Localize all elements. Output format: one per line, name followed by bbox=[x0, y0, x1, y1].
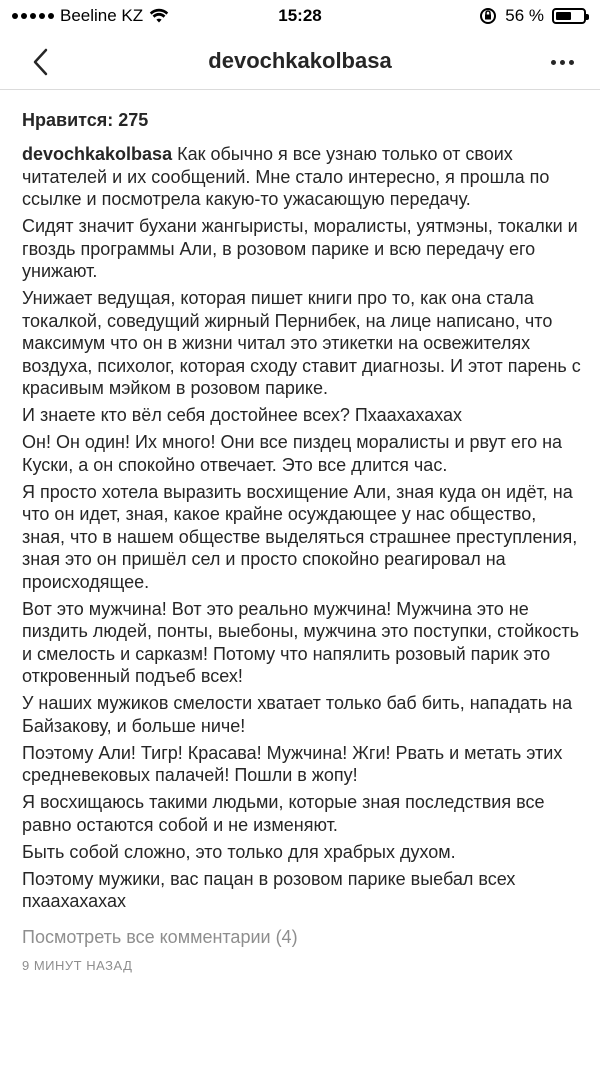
caption-paragraph: Я просто хотела выразить восхищение Али, зная куда он идёт, на что он идет, зная, какое крайне осуждающее у нас общество, зная, что в нашем обществе выделяться страшнее преступления, зная это он пришёл сел и просто спокойно реагировал на происходящее. bbox=[22, 481, 578, 592]
caption-username[interactable]: devochkakolbasa bbox=[22, 144, 173, 164]
caption-paragraph: Вот это мужчина! Вот это реально мужчина! Мужчина это не пиздить людей, понты, выебоны, мужчина это поступки, стойкость и смелость и сарказм! Потому что напялить розовый парик это откровенный подъеб всех! bbox=[22, 598, 579, 686]
nav-bar bbox=[0, 34, 600, 90]
status-right bbox=[479, 6, 586, 26]
post-timestamp: 9 МИНУТ НАЗАД bbox=[22, 957, 133, 973]
battery-icon bbox=[552, 8, 586, 24]
post-caption bbox=[22, 143, 584, 913]
caption-paragraph: Поэтому Али! Тигр! Красава! Мужчина! Жги! Рвать и метать этих средневековых палачей! Пошли в жопу! bbox=[22, 742, 563, 785]
caption-paragraph: Сидят значит бухани жангыристы, моралисты, уятмэны, токалки и гвоздь программы Али, в розовом парике и всю передачу его унижают. bbox=[22, 216, 578, 281]
caption-paragraph: Я восхищаюсь такими людьми, которые зная последствия все равно остаются собой и не изменяют. bbox=[22, 792, 545, 835]
more-dot-icon bbox=[569, 60, 574, 65]
more-dot-icon bbox=[551, 60, 556, 65]
battery-percent: 56 % bbox=[505, 6, 544, 25]
likes-count[interactable]: Нравится: 275 bbox=[22, 110, 149, 130]
view-all-comments-link[interactable]: Посмотреть все комментарии (4) bbox=[22, 926, 298, 947]
more-dot-icon bbox=[560, 60, 565, 65]
nav-title: devochkakolbasa bbox=[208, 48, 392, 73]
battery-level bbox=[556, 12, 571, 20]
caption-text: Как обычно я все узнаю только от своих читателей и их сообщений. Мне стало интересно, я прошла по ссылке и посмотрела какую-то ужасающую передачу. bbox=[22, 144, 550, 209]
post-content bbox=[22, 110, 584, 973]
carrier-name: Beeline KZ bbox=[60, 6, 144, 25]
caption-paragraph bbox=[22, 143, 584, 211]
orientation-lock-icon bbox=[479, 7, 497, 25]
caption-paragraph: И знаете кто вёл себя достойнее всех? Пхаахахахах bbox=[22, 405, 463, 425]
caption-paragraph: У наших мужиков смелости хватает только баб бить, нападать на Байзакову, и больше ниче! bbox=[22, 693, 573, 736]
caption-paragraph: Унижает ведущая, которая пишет книги про то, как она стала токалкой, соведущий жирный Пернибек, на лице написано, что максимум что он в жизни читал это этикетки на освежителях воздуха, психолог, которая сходу ставит диагнозы. И этот парень с красивым мэйком в розовом парике. bbox=[22, 288, 581, 398]
caption-paragraph: Он! Он один! Их много! Они все пиздец моралисты и рвут его на Куски, а он спокойно отвечает. Это все длится час. bbox=[22, 432, 563, 475]
status-time: 15:28 bbox=[278, 6, 322, 25]
caption-paragraph: Поэтому мужики, вас пацан в розовом парике выебал всех пхаахахахах bbox=[22, 868, 516, 911]
caption-paragraph: Быть собой сложно, это только для храбрых духом. bbox=[22, 841, 456, 862]
status-bar bbox=[0, 0, 600, 34]
more-options-button[interactable] bbox=[542, 48, 582, 76]
